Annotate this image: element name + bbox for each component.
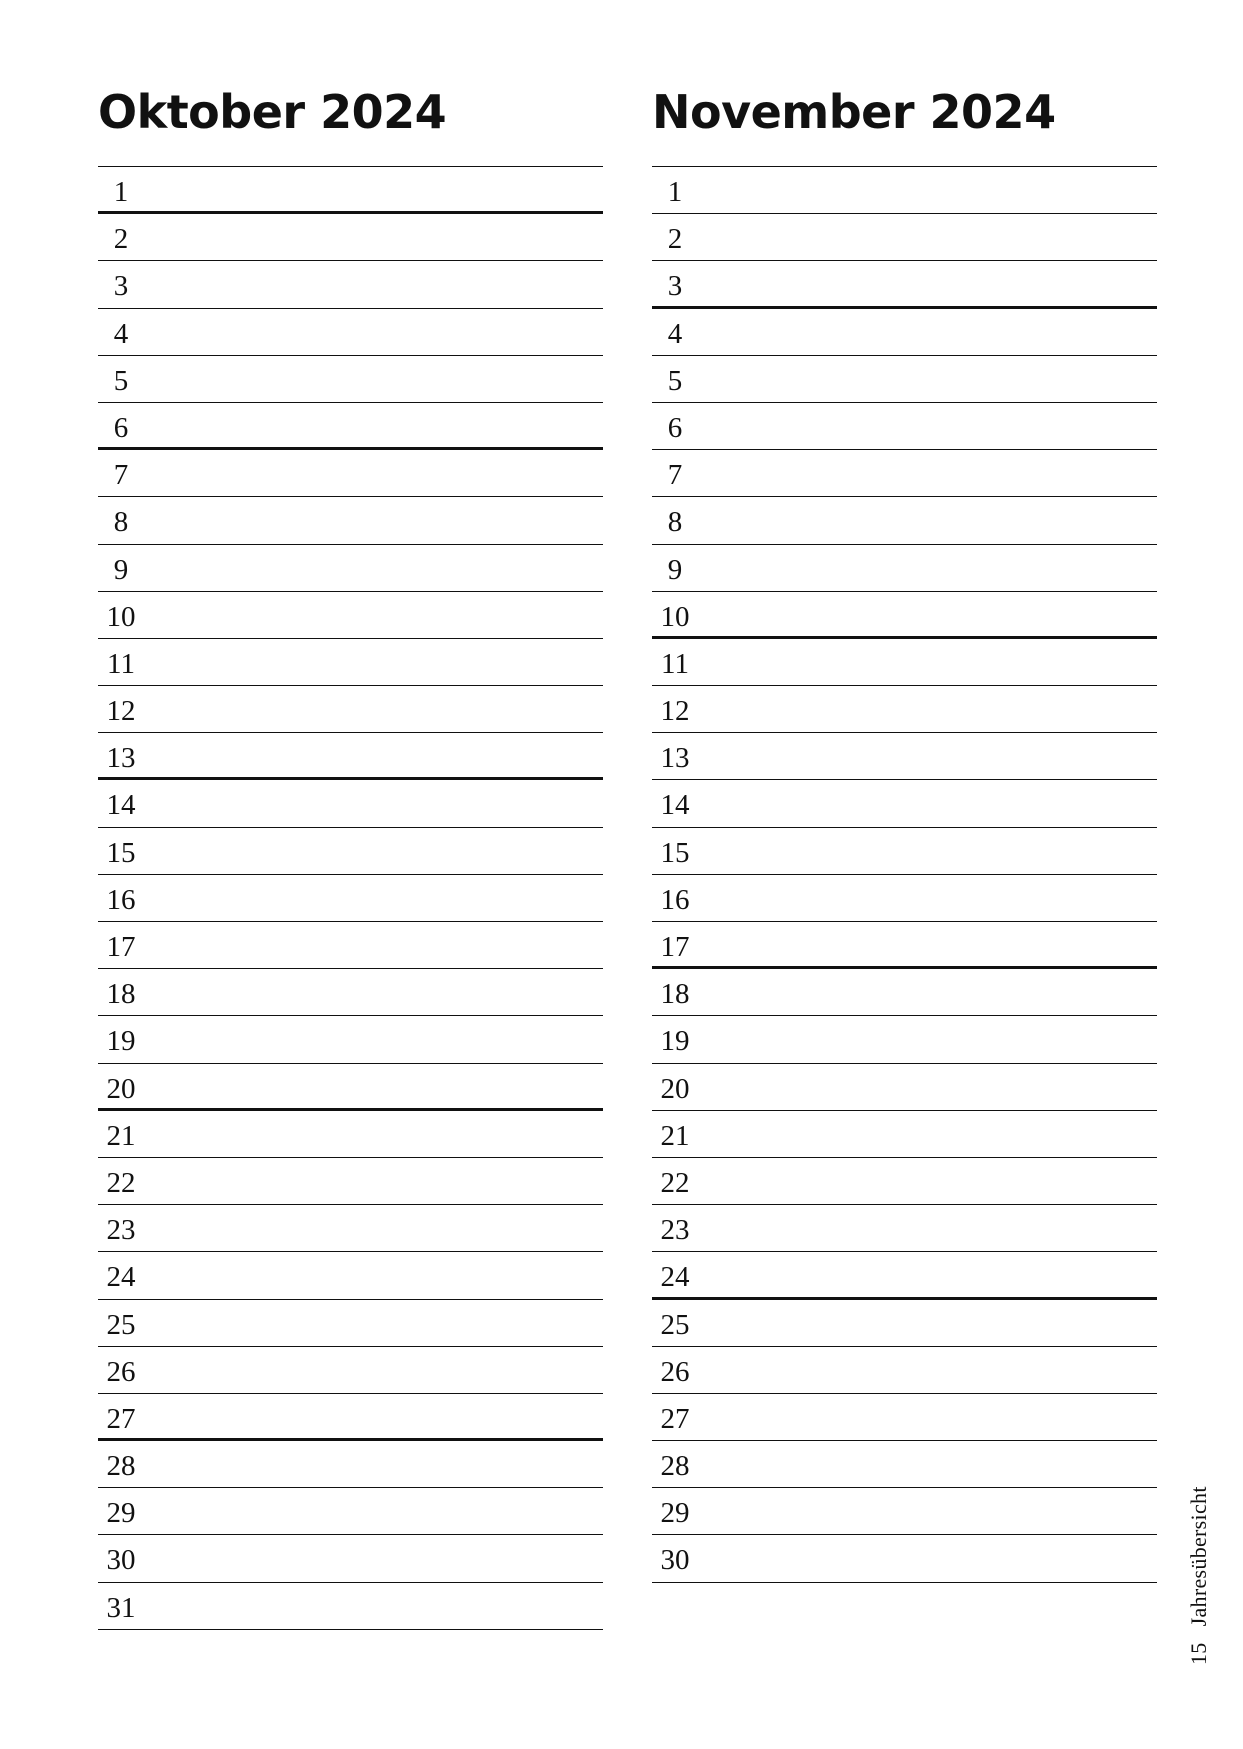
- day-row: [652, 1535, 1157, 1582]
- day-row: [652, 545, 1157, 592]
- day-number: 11: [661, 647, 689, 680]
- day-row: [652, 828, 1157, 875]
- day-number: 17: [106, 931, 136, 963]
- day-row: [652, 875, 1157, 922]
- day-row: [98, 1205, 603, 1252]
- day-number: 28: [660, 1450, 690, 1483]
- day-row: [98, 828, 603, 875]
- day-number: 30: [106, 1544, 136, 1577]
- day-row: [652, 592, 1157, 639]
- day-row: [652, 1347, 1157, 1394]
- day-row: [98, 1300, 603, 1347]
- day-row: [98, 545, 603, 592]
- day-number: 18: [660, 978, 690, 1011]
- day-number: 6: [667, 411, 683, 444]
- section-label: Jahresübersicht: [1186, 1486, 1211, 1627]
- day-number: 21: [106, 1119, 136, 1152]
- day-row: [652, 1111, 1157, 1158]
- day-number: 26: [660, 1355, 690, 1388]
- day-row: [98, 1583, 603, 1630]
- day-number: 15: [660, 836, 690, 869]
- day-row: [652, 686, 1157, 733]
- day-row: [98, 1535, 603, 1582]
- day-row: [652, 1158, 1157, 1205]
- day-row: [98, 1488, 603, 1535]
- day-row: [98, 403, 603, 450]
- day-row: [98, 686, 603, 733]
- day-row: [652, 969, 1157, 1016]
- day-row: [652, 497, 1157, 544]
- day-row: [98, 1252, 603, 1299]
- day-row: [98, 167, 603, 214]
- day-row: [98, 1394, 603, 1441]
- day-row: [652, 261, 1157, 308]
- day-row: [98, 450, 603, 497]
- day-number: 14: [660, 789, 690, 822]
- page-number: 15: [1186, 1642, 1211, 1665]
- day-number: 1: [113, 176, 129, 208]
- day-number: 13: [660, 742, 690, 775]
- day-number: 31: [106, 1591, 136, 1624]
- day-number: 7: [113, 459, 129, 492]
- day-row: [652, 1488, 1157, 1535]
- day-number: 22: [106, 1166, 136, 1199]
- day-number: 25: [660, 1308, 690, 1341]
- day-row: [98, 639, 603, 686]
- day-number: 8: [113, 506, 129, 539]
- day-number: 21: [660, 1119, 690, 1152]
- day-row: [98, 1158, 603, 1205]
- day-row: [98, 214, 603, 261]
- day-number: 27: [660, 1402, 690, 1435]
- day-number: 9: [667, 553, 683, 586]
- day-row: [652, 356, 1157, 403]
- day-number: 24: [660, 1261, 690, 1294]
- day-row: [652, 1205, 1157, 1252]
- day-row: [652, 639, 1157, 686]
- day-row: [98, 1111, 603, 1158]
- day-row: [652, 214, 1157, 261]
- day-row: [652, 167, 1157, 214]
- day-number: 15: [106, 836, 136, 869]
- day-row: [652, 780, 1157, 827]
- day-number: 12: [106, 695, 136, 728]
- day-number: 29: [106, 1497, 136, 1530]
- day-number: 17: [660, 931, 690, 963]
- day-number: 25: [106, 1308, 136, 1341]
- day-row: [652, 1016, 1157, 1063]
- day-number: 27: [106, 1402, 136, 1435]
- month-title: November 2024: [652, 85, 1056, 139]
- day-number: 10: [106, 600, 136, 633]
- day-number: 30: [660, 1544, 690, 1577]
- day-number: 1: [667, 176, 683, 208]
- day-row: [98, 1016, 603, 1063]
- day-number: 23: [106, 1214, 136, 1247]
- day-number: 6: [113, 411, 129, 444]
- day-row: [98, 780, 603, 827]
- day-number: 8: [667, 506, 683, 539]
- day-number: 10: [660, 600, 690, 633]
- day-row: [98, 497, 603, 544]
- day-number: 23: [660, 1214, 690, 1247]
- day-list: [652, 166, 1157, 1583]
- day-row: [98, 309, 603, 356]
- day-row: [652, 1064, 1157, 1111]
- day-number: 28: [106, 1450, 136, 1483]
- day-number: 16: [106, 883, 136, 916]
- month-november: [652, 82, 1157, 1583]
- day-number: 14: [106, 789, 136, 822]
- day-number: 13: [106, 742, 136, 775]
- month-october: [98, 82, 603, 1630]
- day-number: 19: [660, 1025, 690, 1058]
- day-row: [98, 1347, 603, 1394]
- day-row: [98, 733, 603, 780]
- day-number: 22: [660, 1166, 690, 1199]
- day-number: 3: [113, 270, 129, 303]
- day-row: [98, 922, 603, 969]
- day-row: [652, 1441, 1157, 1488]
- day-number: 24: [106, 1261, 136, 1294]
- day-row: [98, 1441, 603, 1488]
- day-row: [98, 592, 603, 639]
- month-title: Oktober 2024: [98, 85, 447, 139]
- day-number: 20: [660, 1072, 690, 1105]
- day-number: 12: [660, 695, 690, 728]
- day-number: 16: [660, 883, 690, 916]
- day-number: 5: [667, 364, 683, 397]
- day-number: 9: [113, 553, 129, 586]
- day-row: [98, 261, 603, 308]
- day-row: [652, 450, 1157, 497]
- day-row: [652, 309, 1157, 356]
- day-row: [98, 875, 603, 922]
- day-number: 29: [660, 1497, 690, 1530]
- page-footer: [1186, 1486, 1212, 1665]
- day-number: 19: [106, 1025, 136, 1058]
- day-number: 5: [113, 364, 129, 397]
- day-number: 2: [667, 223, 683, 256]
- day-number: 26: [106, 1355, 136, 1388]
- day-row: [652, 403, 1157, 450]
- day-number: 2: [113, 223, 129, 256]
- day-number: 4: [667, 317, 683, 350]
- day-number: 18: [106, 978, 136, 1011]
- day-row: [98, 356, 603, 403]
- day-number: 20: [106, 1072, 136, 1105]
- day-row: [652, 1300, 1157, 1347]
- day-number: 4: [113, 317, 129, 350]
- day-row: [652, 1252, 1157, 1299]
- day-number: 11: [107, 647, 135, 680]
- day-number: 3: [667, 270, 683, 303]
- day-row: [652, 1394, 1157, 1441]
- day-list: [98, 166, 603, 1630]
- day-row: [652, 733, 1157, 780]
- day-row: [98, 1064, 603, 1111]
- day-row: [652, 922, 1157, 969]
- day-number: 7: [667, 459, 683, 492]
- day-row: [98, 969, 603, 1016]
